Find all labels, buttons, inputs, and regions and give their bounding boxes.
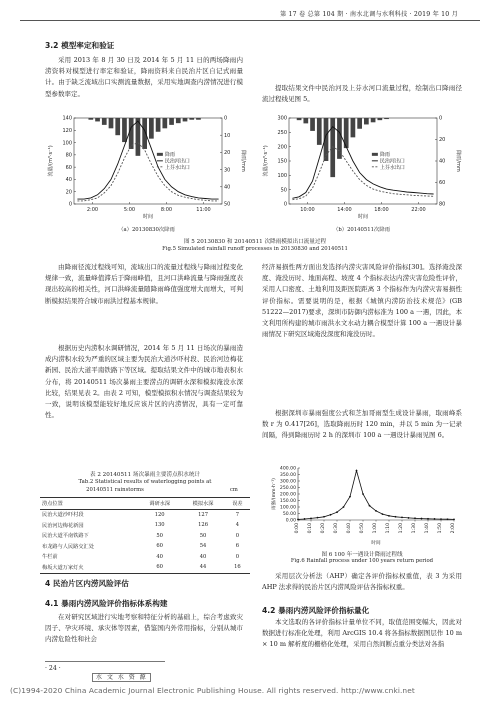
x-tick-label: 1:40 <box>425 523 430 534</box>
x-tick-label: 5:00 <box>123 207 136 213</box>
rain-bar <box>297 118 302 120</box>
x-tick-label: 0:10 <box>308 523 313 534</box>
table-cell: 50 <box>199 532 207 539</box>
table-2-grid <box>40 497 250 574</box>
series-line-1 <box>292 147 433 200</box>
y-tick-label: 40 <box>65 177 72 184</box>
rain-bar <box>384 118 389 119</box>
table-cell: 6 <box>235 543 240 550</box>
figure-5b-chart <box>259 112 464 224</box>
table-2 <box>40 497 250 574</box>
design-rain-point <box>427 518 429 520</box>
table-2-title-en-2: 20140511 rainstorms <box>86 487 144 493</box>
y2-tick-label: 20 <box>439 137 446 144</box>
x-tick-label: 1:30 <box>412 523 417 534</box>
x-axis-label: 时间 <box>371 541 381 546</box>
y-tick-label: 300 <box>277 115 287 122</box>
table-cell: 60 <box>156 543 163 550</box>
table-cell: 布龙路与人民路交汇处 <box>42 543 94 550</box>
x-tick-label: 1:10 <box>386 523 391 534</box>
rain-bar <box>196 118 201 120</box>
design-rain-point <box>440 518 442 520</box>
section-4-heading: 4 民治片区内涝风险评估 <box>45 579 129 588</box>
rain-bar <box>169 118 174 125</box>
y2-tick-label: 80 <box>439 201 446 208</box>
table-row <box>40 552 250 563</box>
copyright-line: (C)1994-2020 China Academic Journal Electronic Publishing House. All rights reserved. http://www.cnki.net <box>10 686 415 695</box>
table-cell: 60 <box>156 564 163 571</box>
y-axis-label: 流量/(m³·s⁻¹) <box>263 145 269 177</box>
x-tick-label: 2:00 <box>86 207 99 213</box>
y2-axis-label: 降雨/mm <box>455 150 461 172</box>
table-header-cell: 涝点位置 <box>42 500 63 507</box>
design-rain-point <box>447 518 449 520</box>
x-tick-label: 10:00 <box>300 207 315 213</box>
y2-tick-label: 60 <box>439 180 446 187</box>
design-rain-point <box>317 517 319 519</box>
section-3-2-para2: 提取结果文件中民治河及上芬水河口流量过程，绘制出口降雨径流过程线见图 5。 <box>262 84 462 104</box>
x-tick-label: 0:20 <box>321 523 326 534</box>
y-tick-label: 200 <box>277 144 287 151</box>
rain-bar <box>377 118 382 120</box>
x-axis-label: 时间 <box>357 214 369 220</box>
table-cell: 民治大道平南铁路下 <box>42 533 89 540</box>
table-cell: 民治大道沙吓村段 <box>42 512 84 519</box>
legend-label: 降雨 <box>379 151 390 158</box>
footer-rule <box>45 661 165 662</box>
design-rain-line <box>298 471 454 520</box>
y-tick-label: 0 <box>283 201 287 208</box>
table-cell: 127 <box>198 511 209 518</box>
table-cell: 44 <box>199 564 207 571</box>
x-tick-label: 0:40 <box>347 523 352 534</box>
rain-bar <box>115 118 120 135</box>
design-rain-point <box>453 518 455 520</box>
y-tick-label: 100.00 <box>279 505 296 511</box>
rain-bar <box>317 118 322 145</box>
legend-label: 上芬水出口 <box>164 164 190 171</box>
design-rain-point <box>323 516 325 518</box>
y-axis-label: 雨强/(mm·h⁻¹) <box>272 478 277 510</box>
x-tick-label: 11:00 <box>196 207 211 213</box>
y-tick-label: 100 <box>277 173 287 180</box>
series-line-0 <box>77 121 218 199</box>
y-tick-label: 60 <box>65 164 72 171</box>
figure-5a-svg <box>44 112 249 224</box>
y2-tick-label: 50 <box>224 201 231 208</box>
legend-swatch-rain <box>157 153 163 156</box>
y-tick-label: 20 <box>65 189 72 196</box>
journal-section-label: 水 文 水 资 源 <box>92 673 151 682</box>
figure-6-caption-en: Fig.6 Rainfall process under 100 years return period <box>290 558 434 564</box>
rain-bar <box>176 118 181 123</box>
figure-5a-subcaption: （a）20130830次降雨 <box>118 227 175 233</box>
design-rain-point <box>297 518 299 520</box>
design-rain-point <box>349 496 351 498</box>
design-rain-point <box>343 506 345 508</box>
table-2-body <box>40 509 250 573</box>
y-tick-label: 400.00 <box>279 466 296 472</box>
rain-bar <box>142 118 147 149</box>
design-rain-point <box>369 505 371 507</box>
table-cell: 4 <box>235 522 240 529</box>
section-4-1-para: 在对研究区域进行实地考察和特征分析的基础上，综合考虑致灾因子、孕灾环境、承灾体等因素，借鉴国内外常用指标，分别从城市内涝危险性和社会 <box>45 613 243 644</box>
y-tick-label: 250 <box>277 130 287 137</box>
y-tick-label: 80 <box>65 152 72 159</box>
y2-tick-label: 10 <box>224 132 231 139</box>
x-tick-label: 18:00 <box>374 207 389 213</box>
y-tick-label: 350.00 <box>279 473 296 478</box>
y-tick-label: 300.00 <box>279 479 296 485</box>
design-rain-point <box>395 516 397 518</box>
design-rain-point <box>408 517 410 519</box>
y-tick-label: 150 <box>277 158 287 165</box>
right-col-para2: 根据深圳市暴雨强度公式和芝加哥雨型生成设计暴雨，取雨峰系数 r 为 0.417[26]，选取降雨历时 120 min，并以 5 min 为一记录间隔，得到降雨历时 2 h 的深圳市 100 a 一遇设计暴雨见图 6。 <box>262 409 462 440</box>
rain-bar <box>88 118 93 120</box>
table-cell: 40 <box>156 553 163 560</box>
legend-label: 上芬水出口 <box>379 164 405 171</box>
table-cell: 130 <box>154 522 165 529</box>
y2-tick-label: 40 <box>224 184 231 191</box>
x-tick-label: 22:00 <box>411 207 426 213</box>
table-cell: 牛栏前 <box>42 554 58 561</box>
table-row <box>40 520 250 531</box>
table-2-title-en: Tab.2 Statistical results of waterlogging points at <box>78 479 212 485</box>
y-tick-label: 0 <box>68 201 72 208</box>
figure-6-caption-cn: 图 6 100 年一遇设计降雨过程线 <box>321 552 403 558</box>
running-head: 第 17 卷 总第 104 期 · 南水北调与水利科技 · 2019 年 10 月 <box>279 11 458 18</box>
rain-bar <box>371 118 376 122</box>
legend-label: 民治河出口 <box>164 158 190 165</box>
table-cell: 54 <box>199 543 207 550</box>
plot-frame <box>74 118 222 204</box>
section-3-2-heading: 3.2 模型率定和验证 <box>45 41 115 50</box>
x-tick-label: 14:00 <box>337 207 352 213</box>
left-col-para2: 根据历史内涝积水调研情况，2014 年 5 月 11 日场次的暴雨造成内涝积水较为严重的区域主要为民治大道沙吓村段、民治河边梅花新园、民治大道平南铁路下等区域。提取结果文件中的城市地表积水分布，将 20140511 场次暴雨主要涝点的调研水深和模拟淹没水深比较，结果见表 2。由表 2 可知，模型模拟积水情况与调查结果较为一致，说明该模型能较好地反应该片区的内涝情况，具有一定可靠性。 <box>45 344 243 420</box>
rain-bar <box>149 118 154 139</box>
rain-bar <box>162 118 167 128</box>
table-row <box>40 541 250 552</box>
rain-bar <box>122 118 127 142</box>
series-line-1 <box>77 143 218 201</box>
section-4-2-heading: 4.2 暴雨内涝风险评价指标量化 <box>262 606 370 615</box>
figure-5-caption-cn: 图 5 20130830 和 20140511 次降雨模拟出口流量过程 <box>183 239 327 245</box>
design-rain-point <box>421 518 423 520</box>
y2-tick-label: 0 <box>439 115 443 122</box>
table-cell: 16 <box>234 564 241 571</box>
table-row <box>40 562 250 573</box>
y-axis-label: 流量/(m³·s⁻¹) <box>48 145 54 177</box>
table-header-cell: 调研水深 <box>149 500 171 507</box>
rain-bar <box>129 118 134 149</box>
section-4-1-heading: 4.1 暴雨内涝风险评价指标体系构建 <box>45 599 168 608</box>
design-rain-point <box>434 518 436 520</box>
table-cell: 0 <box>235 532 240 539</box>
y-tick-label: 200.00 <box>279 492 296 498</box>
table-row <box>40 531 250 542</box>
legend-label: 民治河出口 <box>379 158 405 165</box>
series-line-0 <box>292 127 433 199</box>
x-tick-label: 0:00 <box>295 523 300 534</box>
table-cell: 40 <box>199 553 207 560</box>
rain-bar <box>95 118 100 121</box>
y-tick-label: 120 <box>62 127 72 134</box>
y-tick-label: 50 <box>280 187 287 194</box>
x-tick-label: 0:50 <box>360 523 365 534</box>
header-rule <box>20 20 480 21</box>
design-rain-point <box>362 493 364 495</box>
rain-bar <box>310 118 315 131</box>
page-number: · 24 · <box>45 665 61 672</box>
legend-label: 降雨 <box>164 151 175 158</box>
table-header-cell: 模拟水深 <box>192 500 214 507</box>
design-rain-point <box>388 515 390 517</box>
table-2-title-cn: 表 2 20140511 场次暴雨主要涝点积水统计 <box>89 472 201 478</box>
left-col-para1: 由降雨径流过程线可知，流域出口的流量过程线与降雨过程变化规律一致，流量峰值滞后于降雨峰值，且河口洪峰流量与降雨强度表现出较高的相关性，河口洪峰流量随降雨峰值强度增大而增大，可判断模拟结果符合城市雨洪过程基本规律。 <box>45 263 243 305</box>
figure-5a-chart <box>44 112 249 224</box>
rain-bar <box>189 118 194 120</box>
y-tick-label: 50.00 <box>282 512 296 517</box>
table-cell: 126 <box>198 522 209 529</box>
design-rain-point <box>304 518 306 520</box>
right-col-para3: 采用层次分析法（AHP）确定各评价指标权重值，表 3 为采用 AHP 法求得的民治片区内涝风险评估各指标权重。 <box>262 572 462 592</box>
table-row <box>40 509 250 520</box>
table-header-row <box>40 498 250 510</box>
y2-tick-label: 40 <box>439 158 446 165</box>
design-rain-point <box>310 518 312 520</box>
y2-tick-label: 20 <box>224 150 231 157</box>
design-rain-point <box>401 517 403 519</box>
table-cell: 民治河边梅花新园 <box>42 522 84 529</box>
design-rain-point <box>330 514 332 516</box>
rain-bar <box>109 118 114 128</box>
x-tick-label: 1:00 <box>373 523 378 534</box>
y2-tick-label: 30 <box>224 167 231 174</box>
table-header-cell: 误差 <box>232 500 243 507</box>
legend-swatch-rain <box>372 153 378 156</box>
rain-bar <box>102 118 107 125</box>
figure-5b-subcaption: （b）20140511次降雨 <box>333 227 390 233</box>
design-rain-point <box>382 513 384 515</box>
table-cell: 梅坂大道万家灯火 <box>42 564 84 571</box>
figure-5-caption-en: Fig.5 Simulated rainfall runoff processes in 20130830 and 20140511 <box>162 246 348 252</box>
table-cell: 7 <box>235 511 240 518</box>
y-tick-label: 100 <box>62 140 72 147</box>
x-tick-label: 1:50 <box>438 523 443 534</box>
design-rain-point <box>336 511 338 513</box>
table-cell: 120 <box>154 511 165 518</box>
x-tick-label: 1:20 <box>399 523 404 534</box>
design-rain-point <box>375 510 377 512</box>
y-tick-label: 250.00 <box>279 486 296 491</box>
x-tick-label: 0:30 <box>334 523 339 534</box>
rain-bar <box>156 118 161 132</box>
figure-6-svg <box>270 464 460 546</box>
x-tick-label: 8:00 <box>160 207 173 213</box>
section-3-2-para: 采用 2013 年 8 月 30 日及 2014 年 5 月 11 日的两场降雨内涝资料对模型进行率定和验证，降雨资料来自民治片区自记式雨量计。由于缺乏流域出口实测流量数据，采用实地调查内涝情况进行模型参数率定。 <box>45 56 243 98</box>
right-col-para1: 经济易损性两方面出发选择内涝灾害风险评价指标[30]。选择淹没深度、淹没历时、地面高程、坡度 4 个指标表达内涝灾害危险性评价，采用人口密度、土地利用及距医院距离 3 个指标作为内涝灾害易损性评价指标。需要说明的是，根据《城镇内涝防治技术规范》(GB 51222—2017)要求，深圳市防御内涝标准为 100 a 一遇，因此，本文利用所构建的城市雨洪水文水动力耦合模型计算 100 a 一遇设计暴雨情况下研究区域淹没深度和淹没历时。 <box>262 263 462 339</box>
rain-bar <box>303 118 308 123</box>
journal-section <box>92 664 151 683</box>
design-rain-point <box>414 517 416 519</box>
rain-bar <box>364 118 369 124</box>
x-axis-label: 时间 <box>142 214 154 220</box>
y-tick-label: 150.00 <box>279 499 296 504</box>
figure-6-chart <box>270 464 460 546</box>
y-tick-label: 0.00 <box>285 518 296 524</box>
design-rain-point <box>356 470 358 472</box>
rain-bar <box>351 118 356 137</box>
table-cell: 50 <box>156 532 163 539</box>
rain-bar <box>357 118 362 129</box>
figure-5b-svg <box>259 112 464 224</box>
table-cell: 0 <box>235 553 240 560</box>
x-tick-label: 2:00 <box>451 523 456 534</box>
y-tick-label: 140 <box>62 115 72 122</box>
rain-bar <box>183 118 188 121</box>
right-col-para4: 本文选取的各评价指标计量单位不同，取值范围变幅大，因此对数据进行标准化处理，利用 ArcGIS 10.4 将各指标数据图层作 10 m × 10 m 解析度的栅格化处理，采用自然间断点重分类法对各指 <box>262 618 462 649</box>
y2-axis-label: 降雨/mm <box>240 150 246 172</box>
table-2-unit: cm <box>230 487 238 493</box>
y2-tick-label: 0 <box>224 115 228 122</box>
